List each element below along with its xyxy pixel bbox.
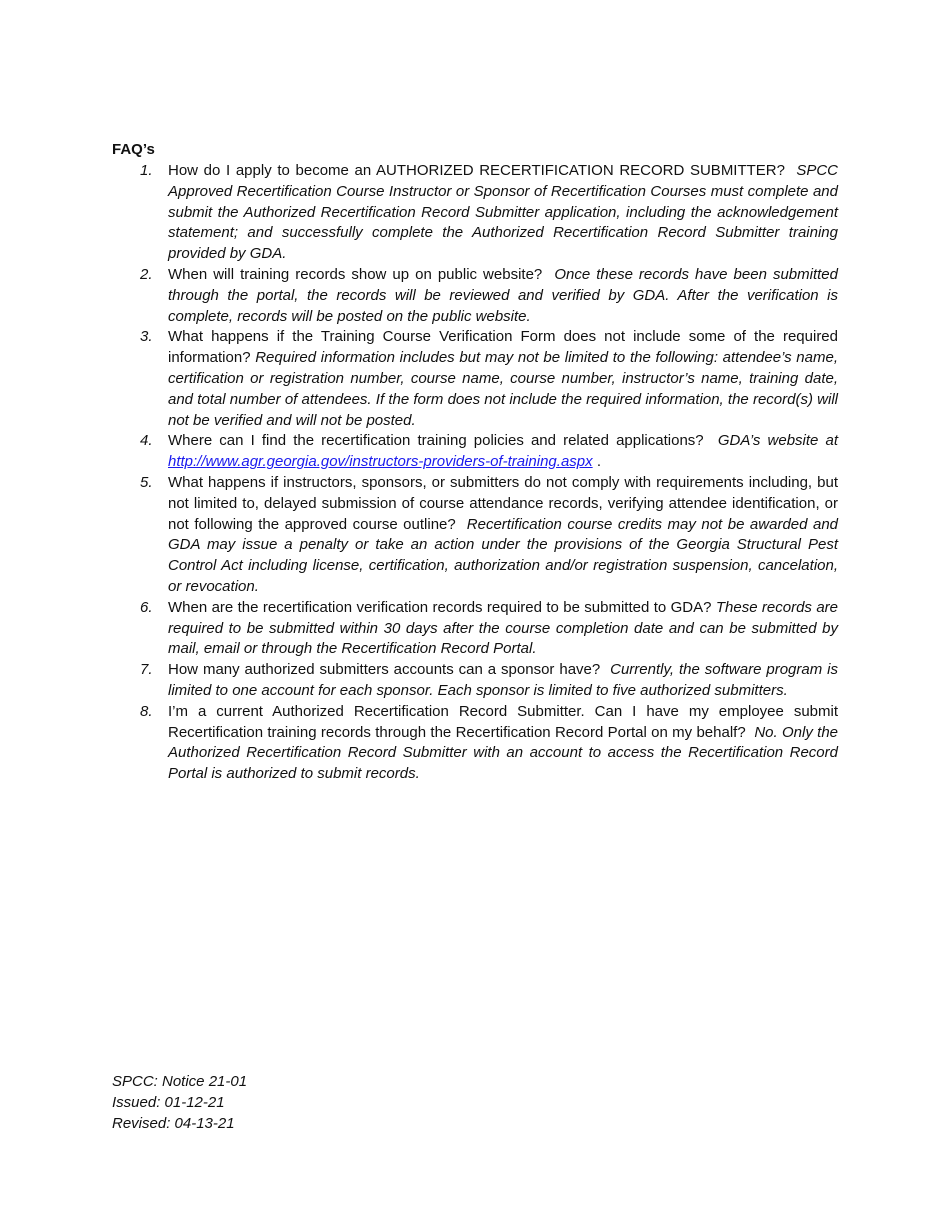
faq-item-6 bbox=[112, 598, 838, 660]
faq-heading: FAQ’s bbox=[112, 141, 155, 158]
faq-question: When will training records show up on public website? bbox=[168, 265, 543, 283]
faq-question: What happens if the Training Course Verification Form does not include some of the required information? bbox=[168, 328, 838, 367]
faq-item-7 bbox=[112, 660, 838, 702]
faq-question: When are the recertification verification records required to be submitted to GDA? bbox=[168, 598, 712, 616]
faq-answer: These records are required to be submitted within 30 days after the course completion date and can be submitted by mail, email or through the Recertification Record Portal. bbox=[168, 598, 838, 658]
faq-question: What happens if instructors, sponsors, or submitters do not comply with requirements including, but not limited to, delayed submission of course attendance records, verifying attendee identification, or not following the approved course outline? bbox=[168, 473, 838, 533]
faq-list bbox=[112, 161, 838, 785]
faq-number: 8. bbox=[140, 702, 153, 720]
faq-number: 2. bbox=[140, 265, 153, 283]
training-policies-link[interactable]: http://www.agr.georgia.gov/instructors-providers-of-training.aspx bbox=[168, 453, 593, 471]
faq-answer-end: . bbox=[596, 453, 601, 471]
faq-number: 6. bbox=[140, 598, 153, 616]
faq-answer: SPCC Approved Recertification Course Instructor or Sponsor of Recertification Courses must complete and submit the Authorized Recertification Record Submitter application, including the acknowledgement statement; and successfully complete the Authorized Recertification Record Submitter training provided by GDA. bbox=[168, 162, 838, 263]
faq-number: 1. bbox=[140, 162, 153, 179]
footer-issued: Issued: 01-12-21 bbox=[112, 1094, 225, 1111]
footer-notice: SPCC: Notice 21-01 bbox=[112, 1073, 248, 1090]
faq-question: I’m a current Authorized Recertification Record Submitter. Can I have my employee submit Recertification training records through the Recertification Record Portal on my behalf? bbox=[168, 702, 838, 741]
faq-answer: Currently, the software program is limited to one account for each sponsor. Each sponsor is limited to five authorized submitters. bbox=[168, 661, 838, 699]
faq-number: 3. bbox=[140, 328, 153, 346]
faq-item-3 bbox=[112, 327, 838, 431]
faq-answer: Required information includes but may not be limited to the following: attendee’s name, certification or registration number, course name, course number, instructor’s name, training date, and total number of attendees. If the form does not include the required information, the record(s) will not be verified and will not be posted. bbox=[168, 349, 838, 429]
faq-question: How many authorized submitters accounts can a sponsor have? bbox=[168, 661, 601, 679]
faq-question: How do I apply to become an AUTHORIZED RECERTIFICATION RECORD SUBMITTER? bbox=[168, 162, 785, 179]
faq-answer: Once these records have been submitted through the portal, the records will be reviewed and verified by GDA. After the verification is complete, records will be posted on the public website. bbox=[168, 265, 838, 325]
faq-number: 4. bbox=[140, 432, 153, 450]
faq-item-4 bbox=[112, 431, 838, 473]
faq-answer: No. Only the Authorized Recertification Record Submitter with an account to access the Recertification Record Portal is authorized to submit records. bbox=[168, 723, 839, 783]
faq-number: 7. bbox=[140, 661, 153, 679]
faq-number: 5. bbox=[140, 473, 153, 491]
faq-answer: GDA’s website at bbox=[717, 432, 839, 450]
faq-question: Where can I find the recertification training policies and related applications? bbox=[168, 432, 704, 450]
faq-item-5 bbox=[112, 473, 838, 598]
faq-item-8 bbox=[112, 702, 838, 785]
faq-item-1 bbox=[112, 161, 838, 265]
footer-revised: Revised: 04-13-21 bbox=[112, 1115, 235, 1132]
document-footer bbox=[112, 1071, 247, 1134]
faq-item-2 bbox=[112, 265, 838, 327]
faq-answer: Recertification course credits may not be awarded and GDA may issue a penalty or take an action under the provisions of the Georgia Structural Pest Control Act including license, certification, authorization and/or registration suspension, cancelation, or revocation. bbox=[168, 515, 839, 595]
